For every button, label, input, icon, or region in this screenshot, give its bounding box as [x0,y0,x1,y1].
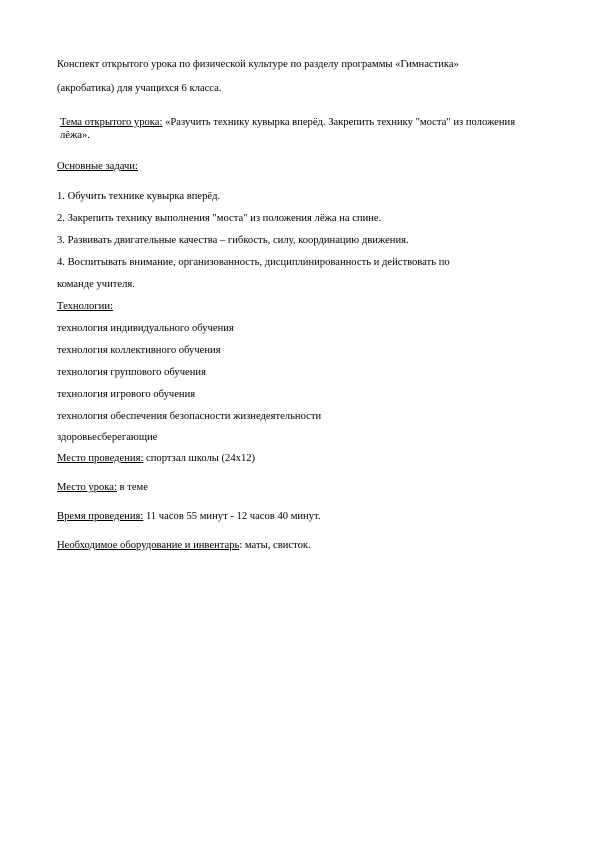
technologies-heading: Технологии: [57,301,113,312]
time-line [57,510,321,523]
task-item-3: 3. Развивать двигательные качества – гибкость, силу, координацию движения. [57,235,409,246]
technology-item-3: технология группового обучения [57,367,206,378]
technology-item-4: технология игрового обучения [57,389,196,400]
lesson-place-label: Место урока: [57,482,117,493]
technology-item-5: технология обеспечения безопасности жизнедеятельности [57,411,322,422]
venue-value: спортзал школы (24х12) [143,453,256,464]
task-item-4-continued: команде учителя. [57,279,135,290]
lesson-topic-value: «Разучить технику кувырка вперёд. Закрепить технику "моста" из положения лёжа». [60,117,516,142]
lesson-place-line [57,481,148,494]
equipment-label: Необходимое оборудование и инвентарь [57,540,240,551]
equipment-line [57,539,311,552]
time-value: 11 часов 55 минут - 12 часов 40 минут. [143,511,321,522]
technology-item-6: здоровьесберегающие [57,432,158,443]
time-label: Время проведения: [57,511,144,522]
tasks-heading: Основные задачи: [57,161,138,172]
venue-line [57,452,255,465]
task-item-1: 1. Обучить технике кувырка вперёд. [57,191,221,202]
task-item-2: 2. Закрепить технику выполнения "моста" из положения лёжа на спине. [57,213,382,224]
equipment-value: : маты, свисток. [239,540,311,551]
title-line-2: (акробатика) для учащихся 6 класса. [57,83,222,94]
lesson-place-value: в теме [116,482,148,493]
lesson-topic [60,116,530,142]
task-item-4: 4. Воспитывать внимание, организованность, дисциплинированность и действовать по [57,257,450,268]
lesson-topic-label: Тема открытого урока: [60,117,163,128]
technology-item-1: технология индивидуального обучения [57,323,234,334]
title-line-1: Конспект открытого урока по физической культуре по разделу программы «Гимнастика» [57,59,459,70]
technology-item-2: технология коллективного обучения [57,345,221,356]
venue-label: Место проведения: [57,453,144,464]
